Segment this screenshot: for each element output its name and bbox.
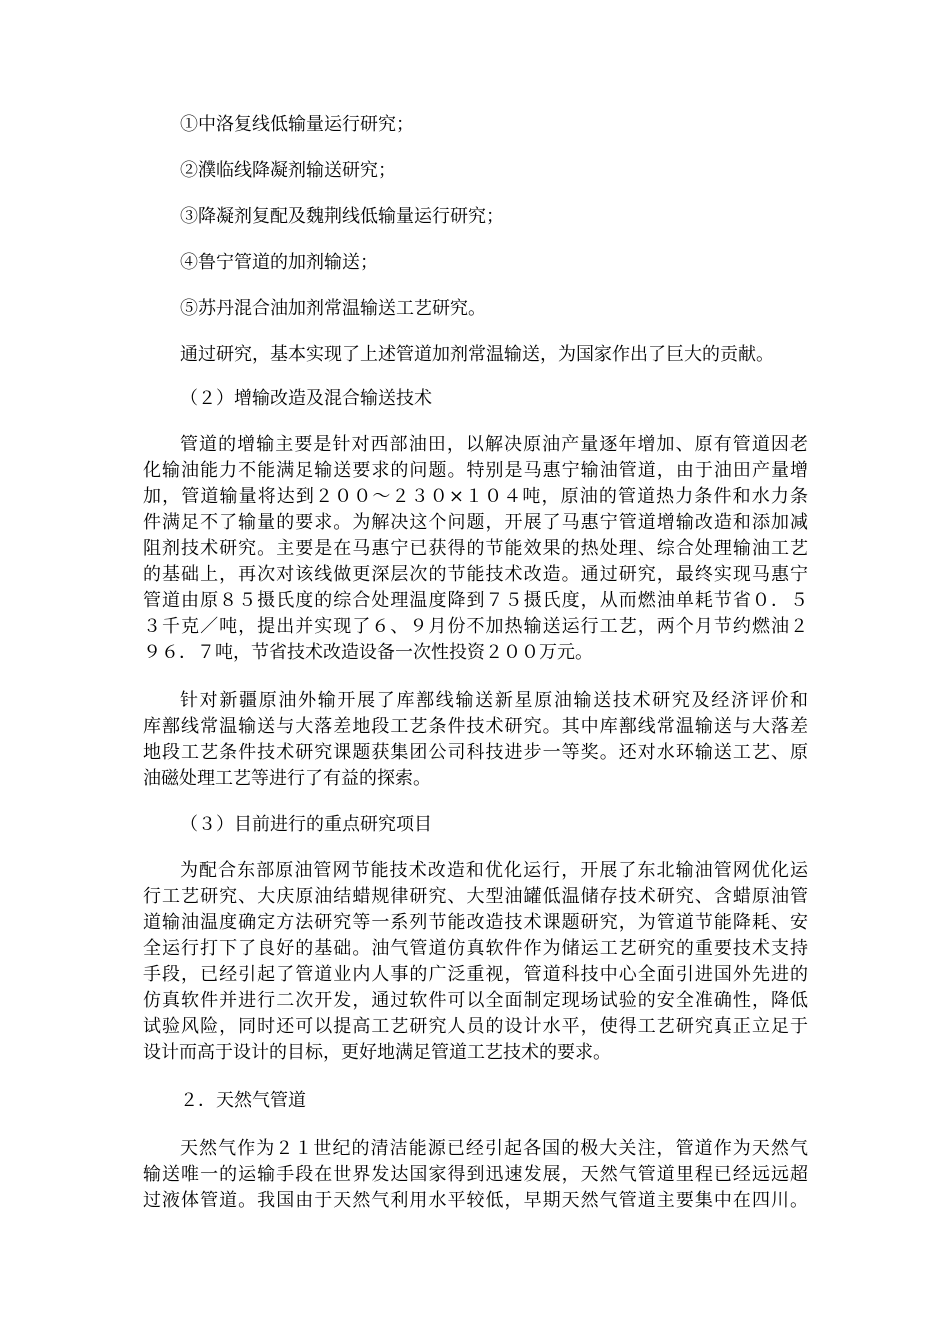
document-page [143,112,808,1230]
paragraph-line: 的基础上，再次对该线做更深层次的节能技术改造。通过研究，最终实现马惠宁 [143,564,808,585]
list-item: ④鲁宁管道的加剂输送； [180,252,378,273]
paragraph-line: 输送唯一的运输手段在世界发达国家得到迅速发展，天然气管道里程已经远远超 [143,1164,808,1185]
paragraph-line: 管道的增输主要是针对西部油田，以解决原油产量逐年增加、原有管道因老 [180,434,808,455]
paragraph-line: 过液体管道。我国由于天然气利用水平较低，早期天然气管道主要集中在四川。 [143,1190,808,1211]
paragraph-line: ９６．７吨，节省技术改造设备一次性投资２００万元。 [143,642,593,663]
paragraph-line: 试验风险，同时还可以提高工艺研究人员的设计水平，使得工艺研究真正立足于 [143,1016,808,1037]
paragraph-line: 针对新疆原油外输开展了库鄯线输送新星原油输送技术研究及经济评价和 [180,690,808,711]
paragraph-line: 管道由原８５摄氏度的综合处理温度降到７５摄氏度，从而燃油单耗节省０．５ [143,590,808,611]
summary-paragraph: 通过研究，基本实现了上述管道加剂常温输送，为国家作出了巨大的贡献。 [180,344,774,365]
paragraph-line: 道输油温度确定方法研究等一系列节能改造技术课题研究，为管道节能降耗、安 [143,912,808,933]
paragraph-line: 设计而高于设计的目标，更好地满足管道工艺技术的要求。 [143,1042,611,1063]
paragraph-natural-gas [143,1136,808,1214]
list-item: ③降凝剂复配及魏荆线低输量运行研究； [180,206,504,227]
paragraph-line: 化输油能力不能满足输送要求的问题。特别是马惠宁输油管道，由于油田产量增 [143,460,808,481]
paragraph-line: 加，管道输量将达到２００～２３０×１０４吨，原油的管道热力条件和水力条 [143,486,808,507]
list-item: ①中洛复线低输量运行研究； [180,114,414,135]
list-item: ②濮临线降凝剂输送研究； [180,160,396,181]
research-list [143,112,808,322]
paragraph-pipeline-capacity [143,432,808,666]
paragraph-line: 仿真软件并进行二次开发，通过软件可以全面制定现场试验的安全准确性，降低 [143,990,808,1011]
paragraph-line: 阻剂技术研究。主要是在马惠宁已获得的节能效果的热处理、综合处理输油工艺 [143,538,808,559]
paragraph-line: 手段，已经引起了管道业内人事的广泛重视，管道科技中心全面引进国外先进的 [143,964,808,985]
paragraph-xinjiang [143,688,808,792]
paragraph-line: 库鄯线常温输送与大落差地段工艺条件技术研究。其中库鄯线常温输送与大落差 [143,716,808,737]
paragraph-line: 全运行打下了良好的基础。油气管道仿真软件作为储运工艺研究的重要技术支持 [143,938,808,959]
paragraph-line: 油磁处理工艺等进行了有益的探索。 [143,768,431,789]
paragraph-line: ３千克／吨，提出并实现了６、９月份不加热输送运行工艺，两个月节约燃油２ [143,616,808,637]
section-heading-3: （３）目前进行的重点研究项目 [180,814,432,835]
paragraph-line: 地段工艺条件技术研究课题获集团公司科技进步一等奖。还对水环输送工艺、原 [143,742,808,763]
list-item: ⑤苏丹混合油加剂常温输送工艺研究。 [180,298,486,319]
paragraph-key-projects [143,858,808,1066]
section-heading-2: （２）增输改造及混合输送技术 [180,388,432,409]
paragraph-line: 行工艺研究、大庆原油结蜡规律研究、大型油罐低温储存技术研究、含蜡原油管 [143,886,808,907]
paragraph-line: 为配合东部原油管网节能技术改造和优化运行，开展了东北输油管网优化运 [180,860,808,881]
paragraph-line: 天然气作为２１世纪的清洁能源已经引起各国的极大关注，管道作为天然气 [180,1138,808,1159]
section-heading-gas: ２．天然气管道 [180,1090,306,1111]
paragraph-line: 件满足不了输量的要求。为解决这个问题，开展了马惠宁管道增输改造和添加减 [143,512,808,533]
